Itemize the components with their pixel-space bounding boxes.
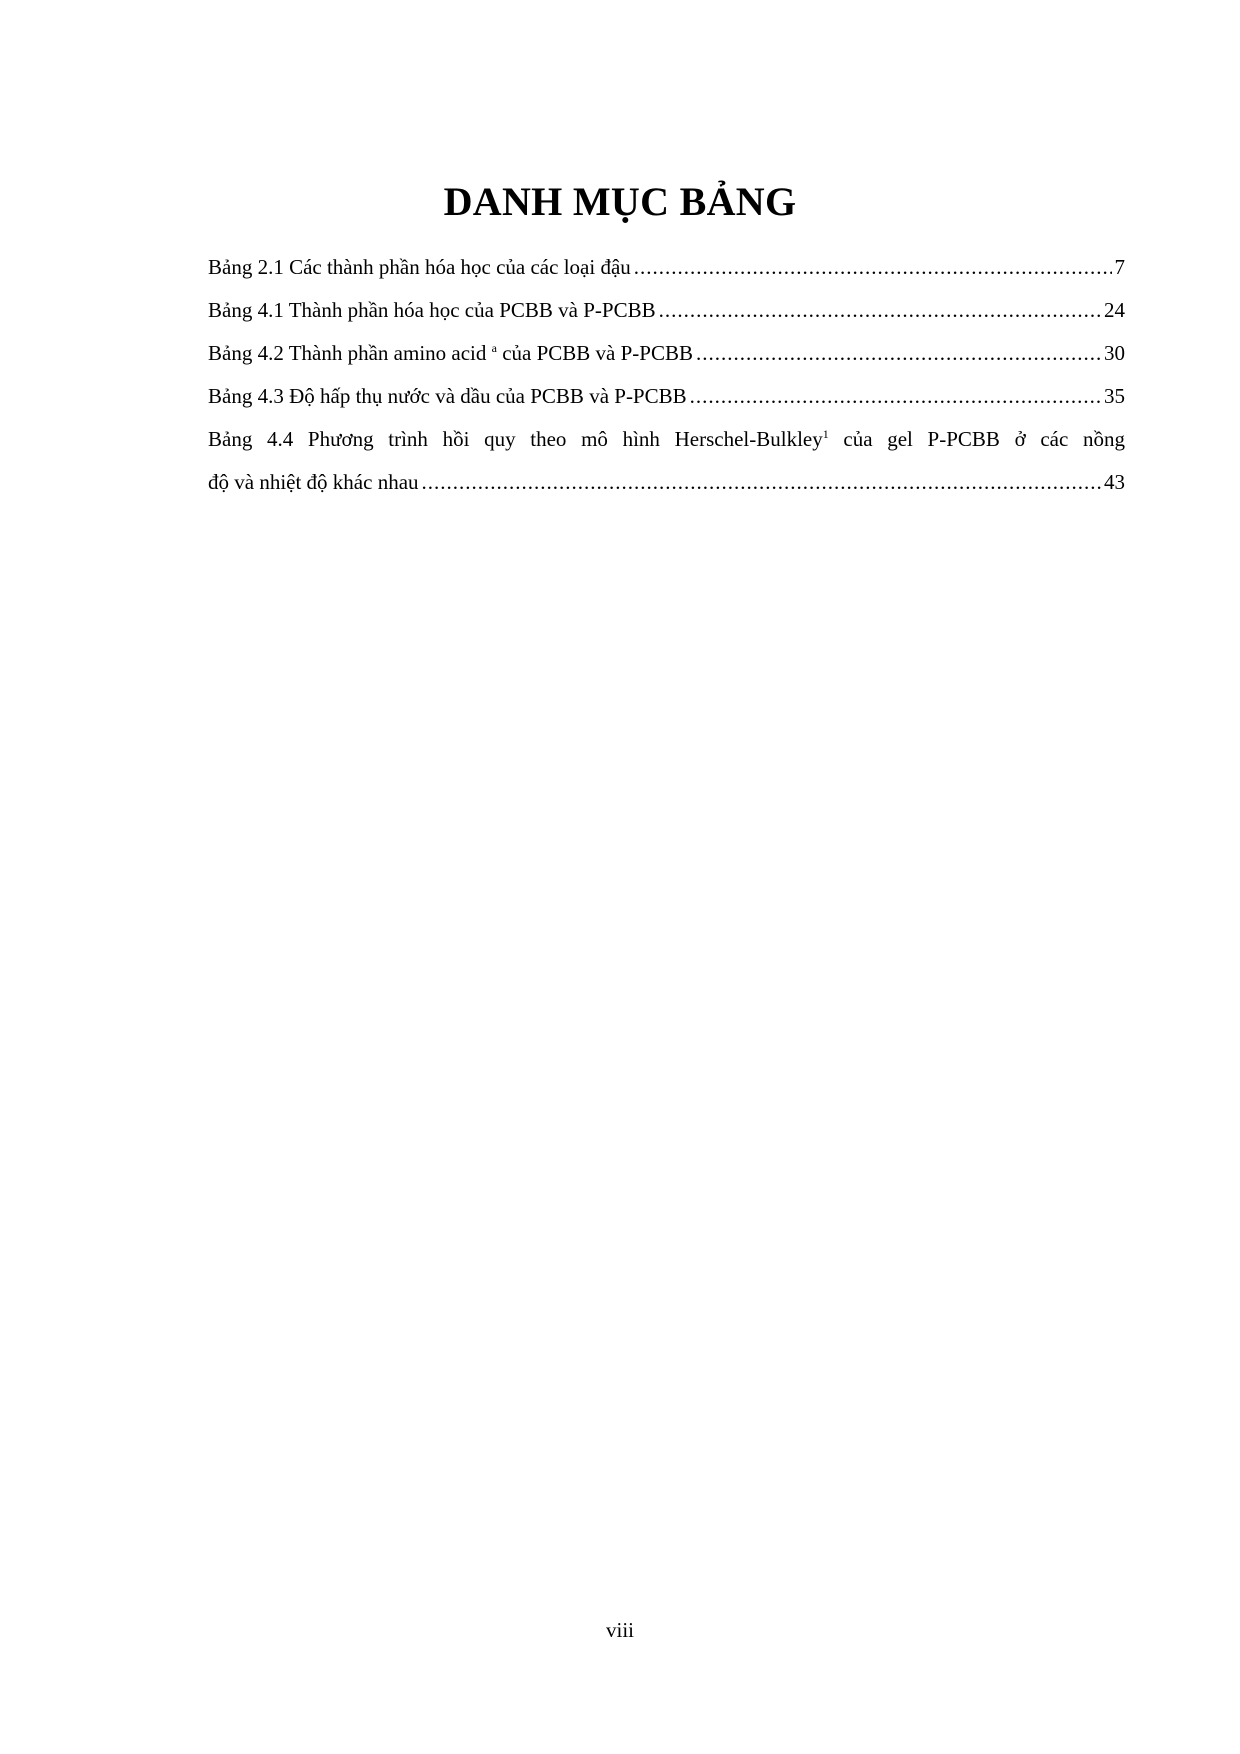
superscript-note: 1 (822, 427, 829, 441)
dot-leader (696, 332, 1101, 375)
dot-leader (422, 461, 1101, 504)
toc-entry-label: Bảng 4.3 Độ hấp thụ nước và dầu của PCBB và P-PCBB (208, 384, 687, 408)
toc-entry-table-2-1[interactable] (208, 246, 1125, 289)
toc-entry-page: 24 (1104, 298, 1125, 322)
dot-leader (659, 289, 1101, 332)
toc-entry-label-part: của PCBB và P-PCBB (496, 341, 694, 365)
dot-leader (634, 246, 1112, 289)
toc-entry-label-line-2: độ và nhiệt độ khác nhau (208, 470, 419, 494)
toc-entry-label: Bảng 2.1 Các thành phần hóa học của các loại đậu (208, 255, 631, 279)
toc-entry-label-part: Bảng 4.2 Thành phần amino acid (208, 341, 492, 365)
page-title: DANH MỤC BẢNG (443, 179, 797, 224)
toc-entry-table-4-4[interactable] (208, 418, 1125, 504)
page-number: viii (605, 1618, 634, 1642)
toc-entry-page: 35 (1104, 384, 1125, 408)
toc-entry-label-line-1 (208, 418, 1125, 461)
toc-entry-label-part: Bảng 4.4 Phương trình hồi quy theo mô hình Herschel-Bulkley (208, 427, 823, 451)
toc-entry-page: 43 (1104, 470, 1125, 494)
dot-leader (690, 375, 1101, 418)
superscript-note: a (491, 341, 497, 355)
toc-entry-label: Bảng 4.1 Thành phần hóa học của PCBB và P-PCBB (208, 298, 656, 322)
toc-entry-label-part: của gel P-PCBB ở các nồng (828, 427, 1125, 451)
toc-entry-page: 7 (1114, 255, 1125, 279)
toc-entry-table-4-1[interactable] (208, 289, 1125, 332)
toc-entry-label (208, 332, 693, 375)
table-list (208, 246, 1125, 504)
toc-entry-line-2 (208, 461, 1125, 504)
toc-entry-table-4-3[interactable] (208, 375, 1125, 418)
toc-entry-table-4-2[interactable] (208, 332, 1125, 375)
toc-entry-page: 30 (1104, 341, 1125, 365)
